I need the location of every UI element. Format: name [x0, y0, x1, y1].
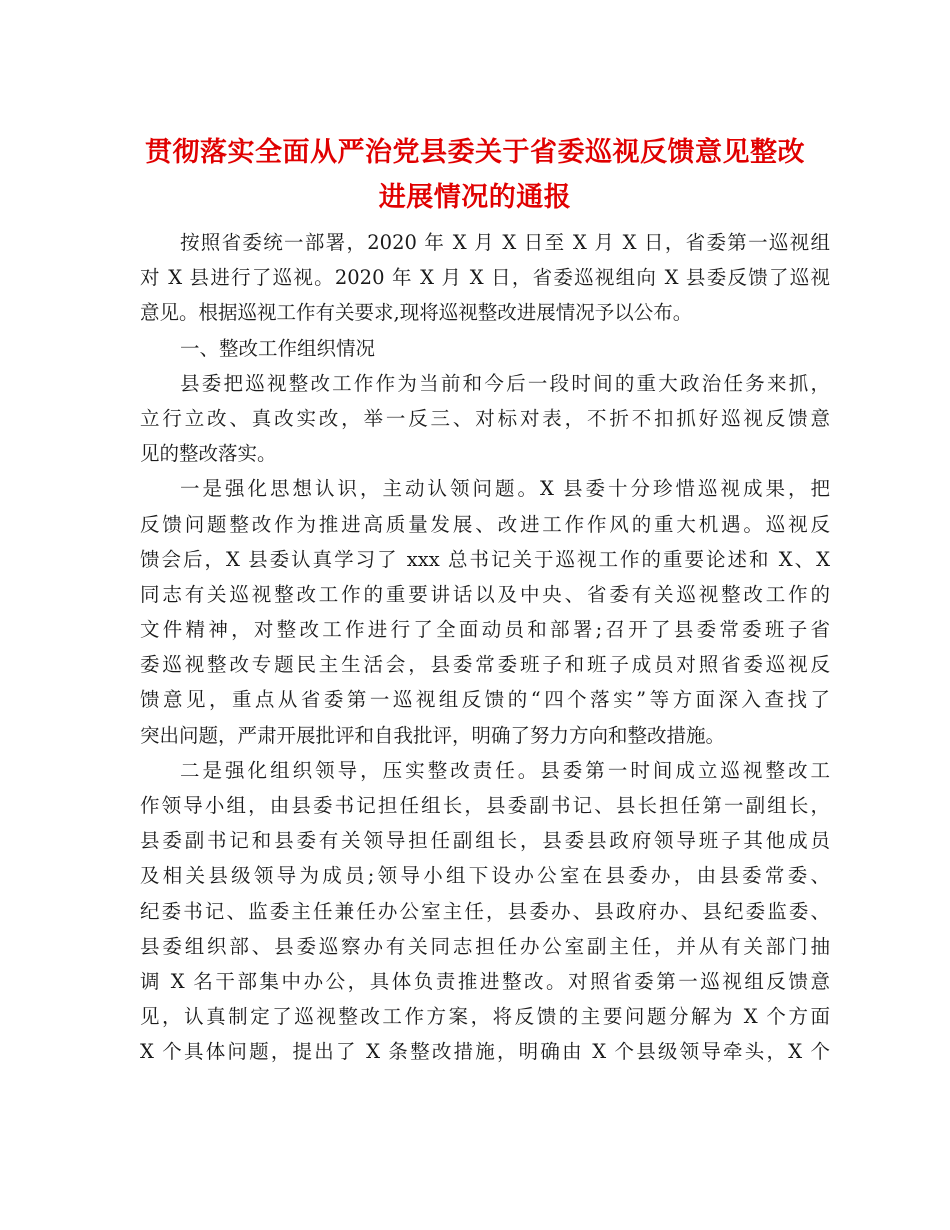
paragraph-point-2: [140, 753, 830, 1070]
paragraph-line: 见的整改落实。: [140, 442, 277, 466]
paragraph-line: 纪委书记、监委主任兼任办公室主任，县委办、县政府办、县纪委监委、: [140, 899, 830, 923]
paragraph-line: 馈意见，重点从省委第一巡视组反馈的“四个落实”等方面深入查找了: [140, 688, 830, 712]
paragraph-line: 馈会后，X 县委认真学习了 xxx 总书记关于巡视工作的重要论述和 X、X: [140, 547, 830, 571]
paragraph-line: 反馈问题整改作为推进高质量发展、改进工作作风的重大机遇。巡视反: [140, 512, 830, 536]
paragraph-line: 委巡视整改专题民主生活会，县委常委班子和班子成员对照省委巡视反: [140, 653, 830, 677]
paragraph-line: 立行立改、真改实改，举一反三、对标对表，不折不扣抓好巡视反馈意: [140, 406, 830, 430]
paragraph-line: 及相关县级领导为成员;领导小组下设办公室在县委办，由县委常委、: [140, 864, 830, 888]
paragraph-line: 县委把巡视整改工作作为当前和今后一段时间的重大政治任务来抓，: [180, 371, 830, 395]
paragraph-line: X 个具体问题，提出了 X 条整改措施，明确由 X 个县级领导牵头，X 个: [140, 1040, 830, 1064]
section-heading-1: [140, 331, 830, 366]
paragraph-line: 作领导小组，由县委书记担任组长，县委副书记、县长担任第一副组长，: [140, 794, 830, 817]
document-title-line-1: 贯彻落实全面从严治党县委关于省委巡视反馈意见整改: [145, 137, 805, 168]
paragraph-point-1: [140, 471, 830, 753]
paragraph-line: 按照省委统一部署，2020 年 X 月 X 日至 X 月 X 日，省委第一巡视组: [180, 231, 830, 254]
paragraph-line: 意见。根据巡视工作有关要求,现将巡视整改进展情况予以公布。: [140, 301, 693, 325]
paragraph-line: 对 X 县进行了巡视。2020 年 X 月 X 日，省委巡视组向 X 县委反馈了巡视: [140, 266, 830, 290]
paragraph-line: 县委副书记和县委有关领导担任副组长，县委县政府领导班子其他成员: [140, 829, 830, 853]
document-title-line-2: 进展情况的通报: [378, 182, 572, 213]
paragraph-intro: [140, 225, 830, 331]
paragraph-line: 文件精神，对整改工作进行了全面动员和部署;召开了县委常委班子省: [140, 618, 830, 642]
paragraph-line: 见，认真制定了巡视整改工作方案，将反馈的主要问题分解为 X 个方面: [140, 1005, 830, 1029]
paragraph-line: 县委组织部、县委巡察办有关同志担任办公室副主任，并从有关部门抽: [140, 934, 830, 958]
paragraph-line: 同志有关巡视整改工作的重要讲话以及中央、省委有关巡视整改工作的: [140, 582, 830, 606]
paragraph-line: 突出问题，严肃开展批评和自我批评，明确了努力方向和整改措施。: [140, 723, 726, 747]
section-heading-text: 一、整改工作组织情况: [180, 336, 376, 360]
paragraph-overview: [140, 366, 830, 472]
document-body: [140, 225, 830, 1070]
paragraph-line: 调 X 名干部集中办公，具体负责推进整改。对照省委第一巡视组反馈意: [140, 969, 830, 993]
paragraph-line: 二是强化组织领导，压实整改责任。县委第一时间成立巡视整改工: [180, 758, 830, 782]
paragraph-line: 一是强化思想认识，主动认领问题。X 县委十分珍惜巡视成果，把: [180, 477, 830, 501]
